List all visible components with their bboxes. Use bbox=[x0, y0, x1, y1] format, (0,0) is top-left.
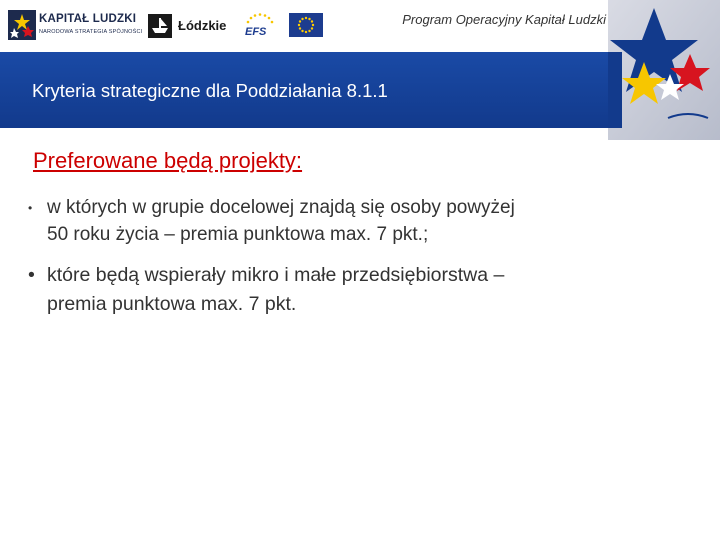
kapital-ludzki-mark-icon bbox=[8, 10, 36, 40]
lodzkie-logo bbox=[148, 14, 238, 38]
kapital-ludzki-logo bbox=[8, 8, 143, 44]
program-caption: Program Operacyjny Kapitał Ludzki bbox=[402, 12, 606, 27]
eu-flag-icon bbox=[289, 13, 323, 37]
title-bar bbox=[0, 52, 622, 128]
bullet-line: które będą wspierały mikro i małe przedsiębiorstwa – bbox=[47, 264, 505, 286]
bullet-line: 50 roku życia – premia punktowa max. 7 pkt.; bbox=[47, 224, 429, 245]
efs-stars-icon bbox=[242, 12, 278, 26]
efs-logo bbox=[242, 12, 278, 40]
stars-corner-logo-icon bbox=[608, 0, 720, 140]
bullet-marker: • bbox=[28, 264, 35, 286]
bullet-line: w których w grupie docelowej znajdą się osoby powyżej bbox=[47, 197, 515, 218]
kapital-ludzki-subtitle: NARODOWA STRATEGIA SPÓJNOŚCI bbox=[39, 29, 143, 35]
bullet-line: premia punktowa max. 7 pkt. bbox=[47, 293, 297, 315]
slide-title: Kryteria strategiczne dla Poddziałania 8.1.1 bbox=[32, 80, 388, 101]
section-heading: Preferowane będą projekty: bbox=[33, 148, 303, 173]
bullet-marker: • bbox=[28, 201, 33, 215]
lodzkie-label: Łódzkie bbox=[178, 18, 227, 33]
efs-label: EFS bbox=[245, 26, 267, 38]
kapital-ludzki-title: KAPITAŁ LUDZKI bbox=[39, 13, 137, 25]
list-item bbox=[28, 261, 678, 319]
lodzkie-boat-icon bbox=[148, 14, 172, 38]
list-item bbox=[28, 194, 678, 248]
bullet-list bbox=[28, 194, 678, 319]
